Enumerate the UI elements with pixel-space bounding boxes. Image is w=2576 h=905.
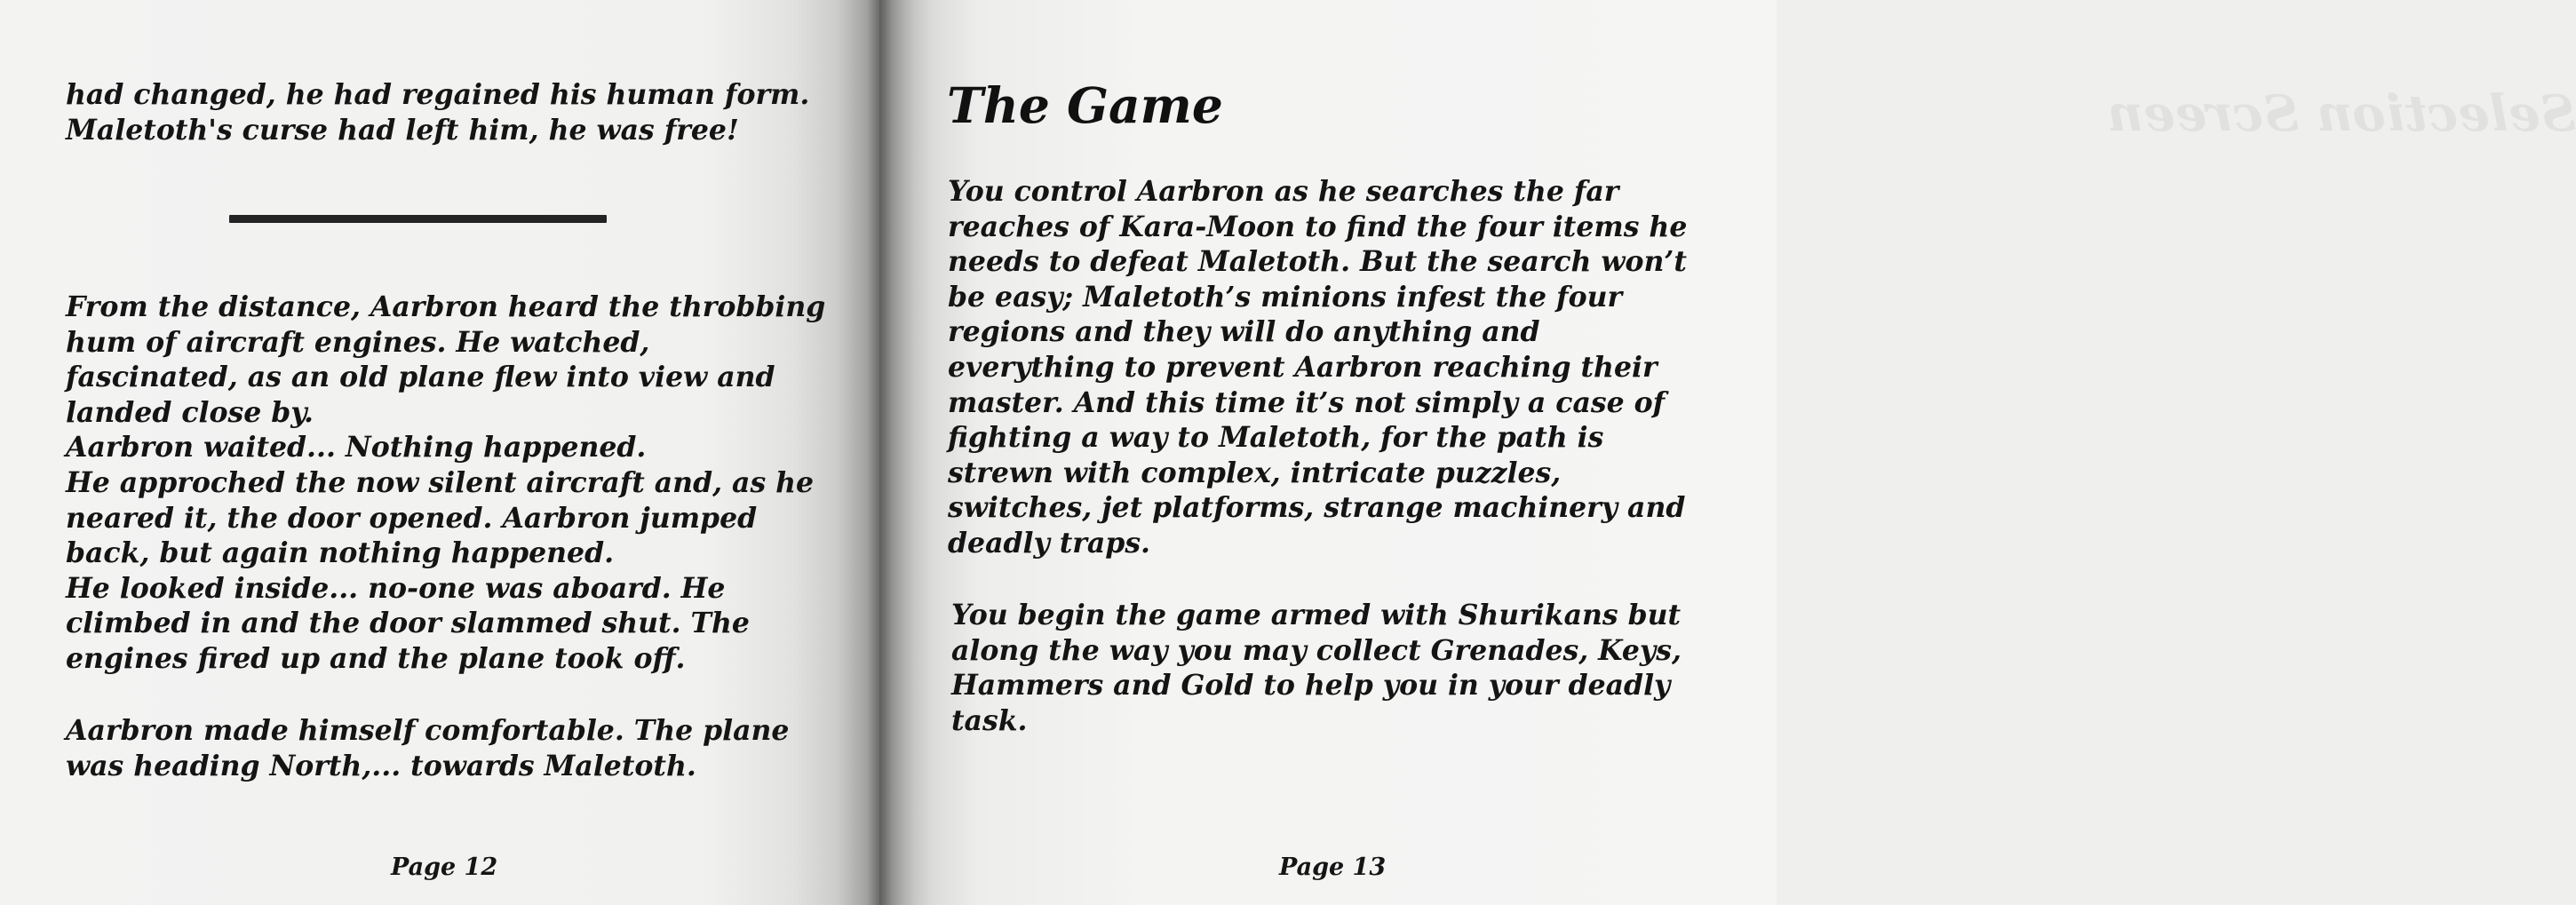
text-line: He approched the now silent aircraft and, as he — [66, 465, 815, 499]
text-line: You begin the game armed with Shurikans but — [951, 599, 1682, 631]
left-middle-paragraph — [66, 290, 825, 677]
text-line: neared it, the door opened. Aarbron jumped — [66, 501, 758, 535]
text-line: had changed, he had regained his human form. — [66, 78, 810, 111]
left-top-paragraph — [66, 77, 809, 147]
text-line: climbed in and the door slammed shut. The — [66, 607, 750, 640]
text-line: You control Aarbron as he searches the far — [948, 175, 1619, 208]
left-page — [0, 0, 879, 905]
text-line: be easy; Maletoth’s minions infest the four — [948, 280, 1623, 314]
text-line: deadly traps. — [948, 526, 1151, 560]
text-line: He looked inside... no-one was aboard. He — [66, 571, 726, 605]
text-line: task. — [951, 703, 1028, 737]
page-number-right: Page 13 — [1279, 853, 1387, 881]
text-line: was heading North,... towards Maletoth. — [66, 749, 696, 782]
text-line: master. And this time it’s not simply a case of — [948, 385, 1666, 419]
text-line: Maletoth's curse had left him, he was free! — [66, 113, 739, 147]
text-line: needs to defeat Maletoth. But the search won’t — [948, 245, 1687, 279]
text-line: reaches of Kara-Moon to find the four items he — [948, 210, 1688, 243]
page-title: The Game — [947, 76, 1223, 134]
text-line: Hammers and Gold to help you in your deadly — [951, 669, 1671, 703]
text-line: Aarbron made himself comfortable. The plane — [66, 714, 790, 747]
text-line: switches, jet platforms, strange machinery and — [948, 491, 1686, 525]
text-line: back, but again nothing happened. — [66, 536, 615, 570]
text-line: landed close by. — [66, 395, 314, 429]
text-line: regions and they will do anything and — [948, 315, 1540, 349]
page-number-left: Page 12 — [391, 853, 498, 881]
right-paragraph-2 — [951, 598, 1682, 738]
text-line: strewn with complex, intricate puzzles, — [948, 456, 1562, 489]
text-line: Aarbron waited... Nothing happened. — [66, 431, 647, 464]
text-line: engines fired up and the plane took off. — [66, 641, 686, 675]
text-line: From the distance, Aarbron heard the throbbing — [66, 290, 826, 323]
text-line: fascinated, as an old plane flew into view and — [66, 361, 775, 394]
section-divider — [229, 215, 607, 223]
book-gutter — [835, 0, 915, 905]
show-through-text: Selection Screen — [2107, 84, 2576, 143]
text-line: everything to prevent Aarbron reaching their — [948, 350, 1658, 384]
right-paragraph-1 — [948, 174, 1687, 561]
text-line: along the way you may collect Grenades, Keys, — [951, 633, 1682, 667]
left-final-paragraph — [66, 713, 789, 783]
text-line: fighting a way to Maletoth, for the path is — [948, 421, 1604, 455]
text-line: hum of aircraft engines. He watched, — [66, 325, 650, 359]
